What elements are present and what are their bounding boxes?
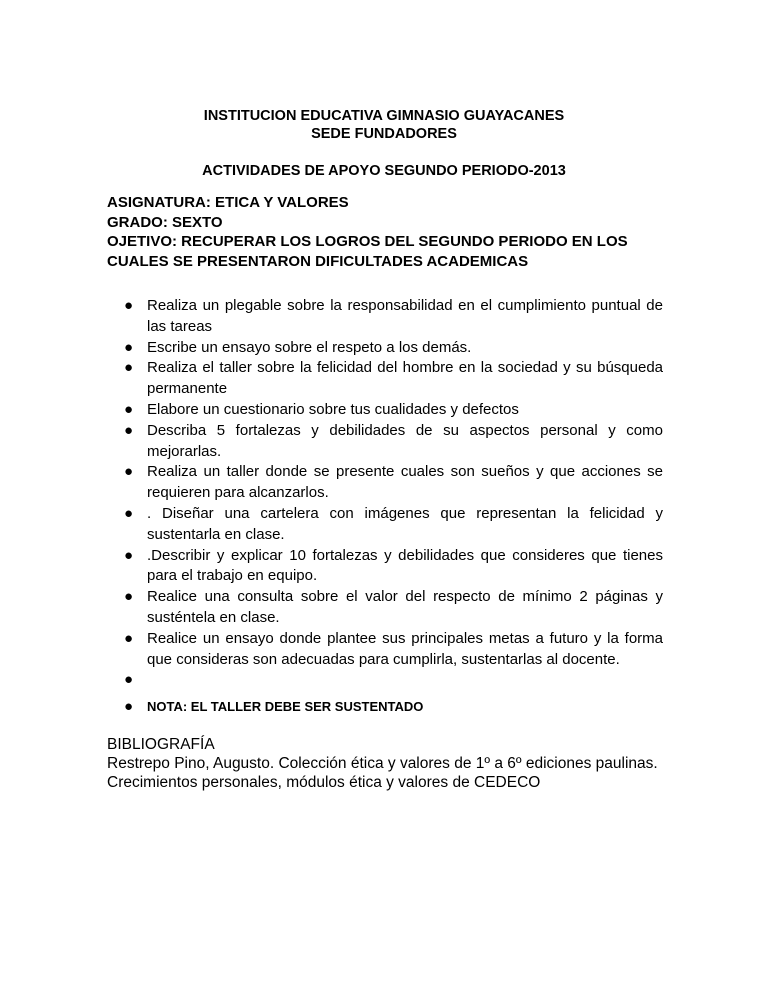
list-item-text: Realiza un taller donde se presente cuales son sueños y que acciones se requieren para alcanzarlos. (147, 463, 663, 502)
bullet-icon: ● (124, 629, 134, 647)
bullet-icon: ● (124, 671, 134, 689)
list-item-text: Realice un ensayo donde plantee sus principales metas a futuro y la forma que consideras son adecuadas para cumplirla, sustentarlas al docente. (147, 629, 663, 668)
bibliography-entry-2: Crecimientos personales, módulos ética y valores de CEDECO (107, 774, 541, 791)
list-item (107, 400, 663, 421)
activity-list (107, 296, 663, 718)
list-item (107, 546, 663, 588)
bullet-icon: ● (124, 463, 134, 481)
list-item (107, 629, 663, 671)
bibliography-heading: BIBLIOGRAFÍA (107, 736, 215, 753)
list-item-text: Describa 5 fortalezas y debilidades de su aspectos personal y como mejorarlas. (147, 421, 663, 460)
document-header (107, 193, 667, 271)
list-item-text: .Describir y explicar 10 fortalezas y debilidades que consideres que tienes para el trabajo en equipo. (147, 546, 663, 585)
bibliography (107, 735, 707, 792)
list-item (107, 587, 663, 629)
list-item-text: Realice una consulta sobre el valor del respecto de mínimo 2 páginas y susténtela en clase. (147, 588, 663, 626)
list-item-text: Realiza un plegable sobre la responsabilidad en el cumplimiento puntual de las tareas (147, 297, 663, 335)
activity-title: ACTIVIDADES DE APOYO SEGUNDO PERIODO-2013 (202, 163, 566, 179)
list-item-text: . Diseñar una cartelera con imágenes que representan la felicidad y sustentarla en clase. (147, 504, 663, 543)
bullet-icon: ● (124, 504, 134, 522)
subject-line: ASIGNATURA: ETICA Y VALORES (107, 194, 349, 211)
objective-line-2: CUALES SE PRESENTARON DIFICULTADES ACADEMICAS (107, 252, 529, 270)
bullet-icon: ● (124, 588, 134, 606)
list-item (107, 296, 663, 338)
bullet-icon: ● (124, 338, 134, 356)
list-item (107, 462, 663, 504)
bullet-icon: ● (124, 400, 134, 418)
grade-line: GRADO: SEXTO (107, 213, 223, 231)
list-item (107, 421, 663, 463)
list-item-empty (107, 670, 663, 691)
list-item-text (147, 671, 151, 688)
list-item (107, 358, 663, 400)
list-item (107, 504, 663, 546)
objective-line-1: OJETIVO: RECUPERAR LOS LOGROS DEL SEGUNDO PERIODO EN LOS (107, 233, 628, 250)
list-item-text: Escribe un ensayo sobre el respeto a los demás. (147, 338, 472, 356)
note-text: NOTA: EL TALLER DEBE SER SUSTENTADO (147, 699, 424, 715)
list-item (107, 338, 663, 359)
bibliography-entry-1: Restrepo Pino, Augusto. Colección ética y valores de 1º a 6º ediciones paulinas. (107, 755, 658, 772)
campus-name: SEDE FUNDADORES (311, 126, 457, 142)
list-item-text: Elabore un cuestionario sobre tus cualidades y defectos (147, 400, 519, 418)
bullet-icon: ● (124, 297, 134, 314)
bullet-icon: ● (124, 421, 134, 439)
list-item-text: Realiza el taller sobre la felicidad del hombre en la sociedad y su búsqueda permanente (147, 359, 663, 398)
bullet-icon: ● (124, 359, 134, 377)
bullet-icon: ● (124, 698, 134, 716)
note-item (107, 691, 663, 718)
school-name: INSTITUCION EDUCATIVA GIMNASIO GUAYACANES (203, 108, 565, 124)
bullet-icon: ● (124, 546, 134, 564)
